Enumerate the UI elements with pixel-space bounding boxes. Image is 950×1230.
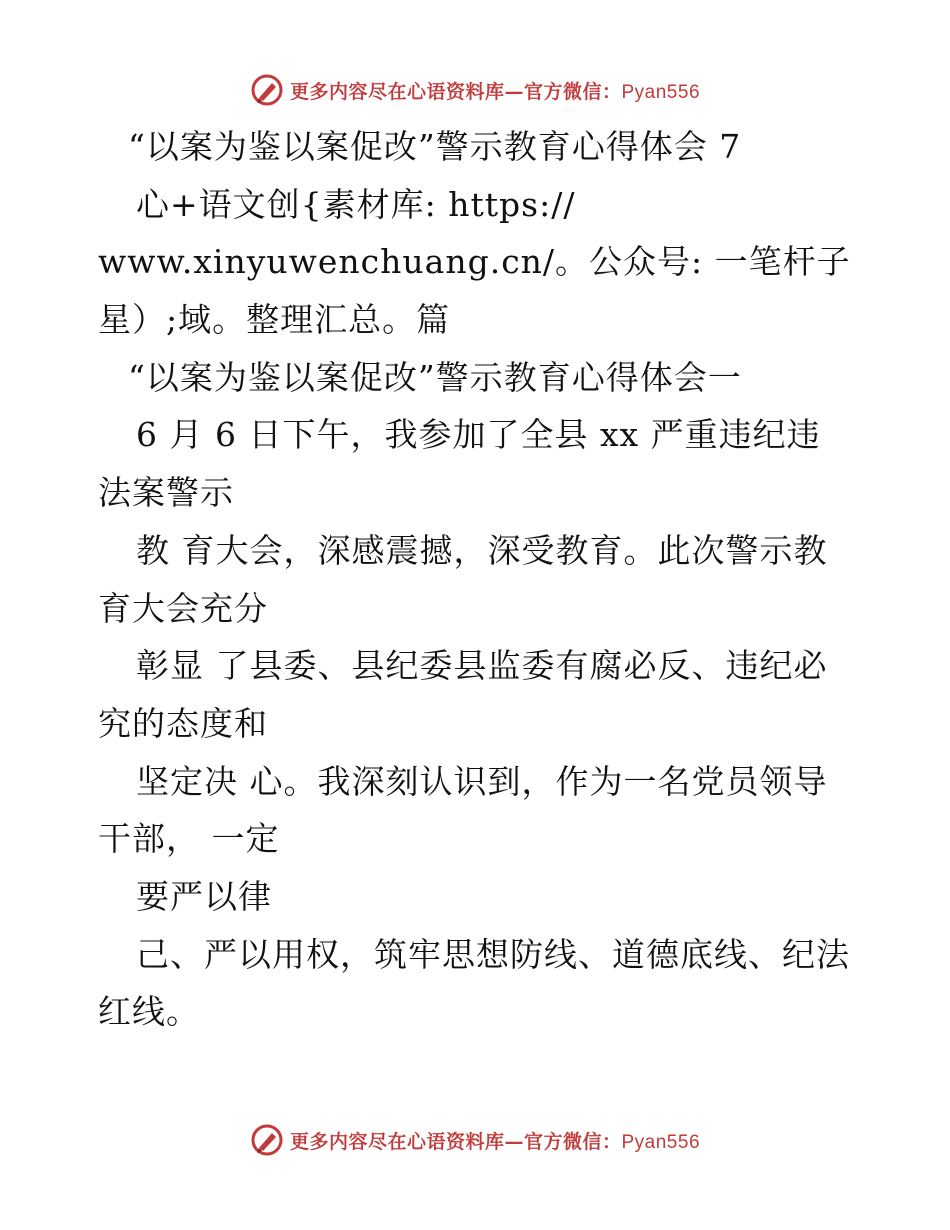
document-body (98, 118, 858, 1041)
doc-line: 心+语文创{素材库: https:// (136, 184, 576, 224)
doc-line: 6 月 6 日下午，我参加了全县 xx 严重违纪违 (136, 415, 821, 455)
doc-line: 红线。 (98, 992, 200, 1032)
doc-line: 育大会充分 (98, 588, 268, 628)
doc-line: 教 育大会，深感震撼，深受教育。此次警示教 (136, 530, 828, 570)
banner-text (290, 1127, 700, 1154)
banner-wechat-label: 官方微信： (523, 80, 622, 103)
banner-separator: — (504, 80, 524, 103)
doc-line: 星）;域。整理汇总。篇 (98, 300, 451, 340)
pen-logo-icon (250, 73, 284, 107)
footer-banner (0, 1120, 950, 1160)
doc-line: 坚定决 心。我深刻认识到，作为一名党员领导 (136, 761, 828, 801)
doc-line: www.xinyuwenchuang.cn/。公众号: 一笔杆子 (98, 242, 851, 282)
banner-separator: — (504, 1130, 524, 1153)
banner-slogan: 更多内容尽在心语资料库 (289, 1130, 505, 1153)
header-banner (0, 70, 950, 110)
banner-wechat-handle: Pyan556 (621, 1131, 701, 1153)
doc-line: 法案警示 (98, 473, 234, 513)
doc-title-line: “以案为鉴以案促改”警示教育心得体会 7 (128, 127, 742, 166)
banner-wechat-handle: Pyan556 (621, 81, 701, 103)
banner-slogan: 更多内容尽在心语资料库 (289, 80, 505, 103)
doc-line: 要严以律 (136, 876, 272, 916)
doc-line: 彰显 了县委、县纪委县监委有腐必反、违纪必 (136, 646, 828, 686)
banner-text (290, 77, 700, 104)
doc-line: 究的态度和 (98, 703, 268, 743)
doc-line: 干部， 一定 (98, 819, 280, 859)
pen-logo-icon (250, 1123, 284, 1157)
doc-line: 己、严以用权，筑牢思想防线、道德底线、纪法 (136, 934, 850, 974)
doc-subtitle-line: “以案为鉴以案促改”警示教育心得体会一 (128, 357, 742, 397)
banner-wechat-label: 官方微信： (523, 1130, 622, 1153)
